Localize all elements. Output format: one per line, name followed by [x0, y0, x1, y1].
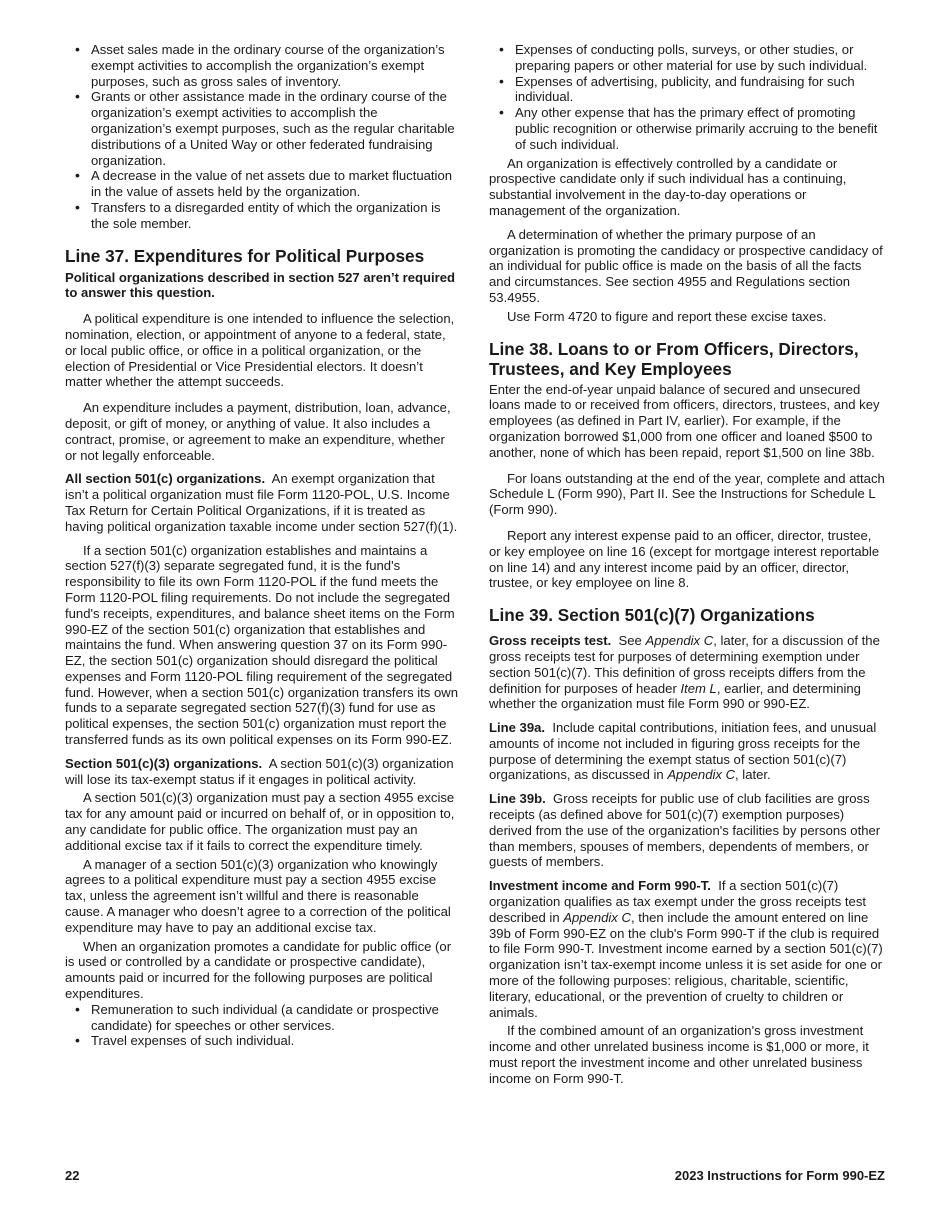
paragraph-form4720: Use Form 4720 to figure and report these excise taxes. [507, 308, 827, 324]
run-in-heading-gross-receipts: Gross receipts test. [489, 633, 612, 649]
exclusions-bullet-list [65, 42, 459, 232]
bullet-item: • Expenses of conducting polls, surveys, or other studies, or preparing papers or other material for use by such individual. [515, 42, 885, 74]
line39a-text-1: Include capital contributions, initiation fees, and unusual amounts of income not included in figuring gross receipts for the purpose of determining the exempt status of section 501(c)(7) organizations, as discussed in [489, 720, 877, 783]
line38-heading: Line 38. Loans to or From Officers, Directors, Trustees, and Key Employees [489, 338, 859, 379]
appendix-c-reference: Appendix C [667, 767, 736, 783]
paragraph-segregated-fund: If a section 501(c) organization establishes and maintains a section 527(f)(3) separate segregated fund, it is the fund's responsibility to file its own Form 1120-POL if the fund meets the Form 1120-POL filing requirements. Do not include the segregated fund's receipts, expenditures, and balance sheet items on the Form 990-EZ of the section 501(c) organization that establishes and maintains the fund. When answering question 37 on its Form 990-EZ, the section 501(c) organization should disregard the political expenses and Form 1120-POL filing requirement of the segregated fund. However, when a section 501(c) organization transfers its own funds to a separate segregated section 527(f)(3) fund for use as political expenses, the section 501(c) organization must report the transferred funds as its own political expenses on its Form 990-EZ. [65, 542, 459, 748]
gross-text-2: , later, for a discussion of the gross receipts test for purposes of determining exemption under section 501(c)(7). This definition of gross receipts differs from the definition for purposes of header [489, 633, 880, 696]
paragraph-combined-amount: If the combined amount of an organization's gross investment income and other unrelated business income is $1,000 or more, it must report the investment income and other unrelated business income on Form 990-T. [489, 1023, 869, 1086]
paragraph-501c3 [65, 756, 459, 788]
paragraph-line38-enter: Enter the end-of-year unpaid balance of secured and unsecured loans made to or received from officers, directors, trustees, and key employees (as defined in Part IV, earlier). For example, if the organization borrowed $1,000 from one officer and loaned $500 to another, none of which has been repaid, report $1,500 on line 38b. [489, 381, 880, 460]
run-in-heading-line39b: Line 39b. [489, 791, 546, 807]
paragraph-determination: A determination of whether the primary purpose of an organization is promoting the candidacy or prospective candidacy of an individual for public office is made on the basis of all the facts and circumstances. See section 4955 and Regulations section 53.4955. [489, 226, 883, 305]
item-l-reference: Item L [680, 680, 717, 696]
bullet-item: • Transfers to a disregarded entity of which the organization is the sole member. [91, 200, 459, 232]
paragraph-line38-interest: Report any interest expense paid to an officer, director, trustee, or key employee on line 16 (except for mortgage interest reportable on line 14) and any interest income paid by an officer, director, trustee, or key employee on line 8. [489, 527, 880, 591]
paragraph-promotes-candidate: When an organization promotes a candidate for public office (or is used or controlled by a candidate or prospective candidate), amounts paid or incurred for the following purposes are political expenditures. [65, 938, 452, 1002]
bullet-item: • Any other expense that has the primary effect of promoting public recognition or otherwise primarily accruing to the benefit of such individual. [515, 105, 885, 152]
investment-text-2: , then include the amount entered on line 39b of Form 990-EZ on the club's Form 990-T if the club is required to file Form 990-T. Investment income earned by a section 501(c)(7) organization isn’t tax-exempt income unless it is set aside for one or more of the following purposes: religious, charitable, scientific, literary, educational, or the prevention of cruelty to children or animals. [489, 909, 883, 1020]
all-501c-text: An exempt organization that isn’t a political organization must file Form 1120-POL, U.S. Income Tax Return for Certain Political Organizations, if it is treated as having political organization taxable income under section 527(f)(1). [65, 471, 458, 534]
paragraph-line39b [489, 791, 885, 870]
bullet-item: • Travel expenses of such individual. [91, 1033, 459, 1049]
paragraph-effectively-controlled: An organization is effectively controlled by a candidate or prospective candidate only if such individual has a continuing, substantial involvement in the day-to-day operations or management of the organization. [489, 155, 847, 218]
political-expenditures-bullet-list [65, 1002, 459, 1049]
run-in-heading-line39a: Line 39a. [489, 720, 546, 736]
line37-heading: Line 37. Expenditures for Political Purposes [65, 245, 425, 266]
left-column [65, 42, 459, 1049]
political-expenditures-bullet-list-cont [489, 42, 885, 153]
run-in-heading-501c3: Section 501(c)(3) organizations. [65, 755, 263, 771]
paragraph-investment-income [489, 878, 885, 1020]
gross-text-3: , earlier, and determining whether the organization must file Form 990 or 990-EZ. [489, 680, 861, 712]
bullet-item: • Expenses of advertising, publicity, and fundraising for such individual. [515, 74, 885, 106]
paragraph-gross-receipts-test [489, 633, 885, 712]
bullet-item: • Asset sales made in the ordinary course of the organization’s exempt activities to accomplish the organization’s exempt purposes, such as gross sales of inventory. [91, 42, 459, 89]
investment-text-1: If a section 501(c)(7) organization qualifies as tax exempt under the gross receipts test described in [489, 878, 867, 925]
line39a-text-2: , later. [735, 767, 771, 783]
paragraph-line38-loans: For loans outstanding at the end of the year, complete and attach Schedule L (Form 990), Part II. See the Instructions for Schedule L (Form 990). [489, 470, 885, 518]
run-in-heading-all-501c: All section 501(c) organizations. [65, 471, 266, 487]
paragraph-manager: A manager of a section 501(c)(3) organization who knowingly agrees to a political expenditure must pay a section 4955 excise tax, unless the agreement isn’t willful and there is reasonable cause. A manager who doesn’t agree to a correction of the political expenditure may have to pay an additional excise tax. [65, 856, 451, 935]
501c3-text: A section 501(c)(3) organization will lose its tax-exempt status if it engages in political activity. [65, 755, 454, 787]
run-in-heading-investment-income: Investment income and Form 990-T. [489, 878, 711, 894]
line39b-text: Gross receipts for public use of club facilities are gross receipts (as defined above for 501(c)(7) exemption purposes) derived from the use of the organization's facilities by persons other than members, spouses of members, dependents of members, or guests of members. [489, 791, 881, 870]
bullet-item: • A decrease in the value of net assets due to market fluctuation in the value of assets held by the organization. [91, 168, 459, 200]
line39-heading: Line 39. Section 501(c)(7) Organizations [489, 605, 815, 626]
right-column [489, 42, 885, 1087]
appendix-c-reference: Appendix C [563, 909, 631, 925]
paragraph-expenditure-includes: An expenditure includes a payment, distribution, loan, advance, deposit, or gift of money, or anything of value. It also includes a contract, promise, or agreement to make an expenditure, whether or not legally enforceable. [65, 400, 451, 463]
document-title-footer: 2023 Instructions for Form 990-EZ [674, 1168, 885, 1183]
paragraph-line39a [489, 720, 885, 783]
paragraph-excise-tax: A section 501(c)(3) organization must pay a section 4955 excise tax for any amount paid or incurred on behalf of, or in opposition to, any candidate for public office. The organization must pay an additional excise tax if it fails to correct the expenditure timely. [65, 790, 455, 853]
line37-note: Political organizations described in section 527 aren’t required to answer this question. [65, 269, 456, 301]
gross-text-1: See [618, 633, 646, 649]
bullet-item: • Grants or other assistance made in the ordinary course of the organization’s exempt activities to accomplish the organization’s exempt purposes, such as the regular charitable distributions of a United Way or other federated fundraising organization. [91, 89, 459, 168]
paragraph-all-501c [65, 471, 459, 534]
paragraph-political-expenditure: A political expenditure is one intended to influence the selection, nomination, election, or appointment of anyone to a federal, state, or local public office, or office in a political organization, or the election of Presidential or Vice Presidential electors. It doesn’t matter whether the attempt succeeds. [65, 311, 455, 390]
appendix-c-reference: Appendix C [645, 633, 714, 649]
bullet-item: • Remuneration to such individual (a candidate or prospective candidate) for speeches or other services. [91, 1002, 459, 1034]
page-number: 22 [65, 1168, 80, 1183]
